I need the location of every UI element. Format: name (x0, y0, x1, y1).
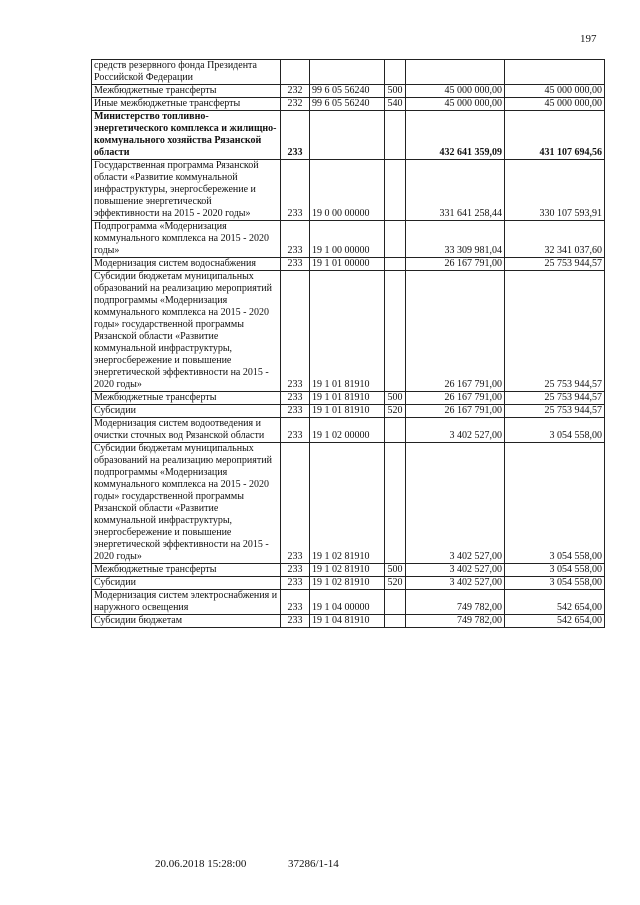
row-name-cell: Межбюджетные трансферты (92, 564, 281, 577)
row-amount-2020-cell: 3 054 558,00 (505, 418, 605, 443)
row-target-article-cell: 19 1 00 00000 (310, 221, 385, 258)
row-amount-2019-cell: 26 167 791,00 (406, 258, 505, 271)
row-amount-2020-cell: 3 054 558,00 (505, 443, 605, 564)
row-name-cell: Субсидии бюджетам муниципальных образований на реализацию мероприятий подпрограммы «Модернизация коммунального комплекса на 2015 - 2020 годы» государственной программы Рязанской области «Развитие коммунальной инфраструктуры, энергосбережение и повышение энергетической эффективности на 2015 - 2020 годы» (92, 443, 281, 564)
table-row (92, 271, 605, 392)
budget-table-body (92, 60, 605, 628)
row-name-cell: Модернизация систем водоснабжения (92, 258, 281, 271)
row-target-article-cell: 19 1 01 81910 (310, 392, 385, 405)
row-amount-2019-cell: 432 641 359,09 (406, 111, 505, 160)
row-ministry-code-cell: 233 (281, 258, 310, 271)
row-ministry-code-cell: 232 (281, 85, 310, 98)
row-ministry-code-cell: 233 (281, 615, 310, 628)
row-amount-2020-cell: 330 107 593,91 (505, 160, 605, 221)
row-name-cell: Межбюджетные трансферты (92, 392, 281, 405)
row-amount-2019-cell: 3 402 527,00 (406, 443, 505, 564)
row-name-cell: Субсидии бюджетам (92, 615, 281, 628)
row-name-cell: Модернизация систем водоотведения и очистки сточных вод Рязанской области (92, 418, 281, 443)
row-name-cell: Государственная программа Рязанской области «Развитие коммунальной инфраструктуры, энергосбережение и повышение энергетической эффективности на 2015 - 2020 годы» (92, 160, 281, 221)
row-expense-type-cell (385, 60, 406, 85)
row-name-cell: Субсидии (92, 577, 281, 590)
row-name-cell: Подпрограмма «Модернизация коммунального комплекса на 2015 - 2020 годы» (92, 221, 281, 258)
row-ministry-code-cell: 233 (281, 590, 310, 615)
row-target-article-cell (310, 111, 385, 160)
table-row (92, 577, 605, 590)
row-amount-2020-cell: 542 654,00 (505, 590, 605, 615)
row-expense-type-cell (385, 258, 406, 271)
row-amount-2020-cell: 25 753 944,57 (505, 271, 605, 392)
row-expense-type-cell (385, 111, 406, 160)
row-amount-2019-cell: 3 402 527,00 (406, 577, 505, 590)
table-row (92, 443, 605, 564)
row-amount-2020-cell: 45 000 000,00 (505, 85, 605, 98)
row-expense-type-cell (385, 590, 406, 615)
row-expense-type-cell: 540 (385, 98, 406, 111)
row-name-cell: Субсидии бюджетам муниципальных образований на реализацию мероприятий подпрограммы «Модернизация коммунального комплекса на 2015 - 2020 годы» государственной программы Рязанской области «Развитие коммунальной инфраструктуры, энергосбережение и повышение энергетической эффективности на 2015 - 2020 годы» (92, 271, 281, 392)
row-expense-type-cell (385, 418, 406, 443)
row-amount-2019-cell: 45 000 000,00 (406, 98, 505, 111)
row-expense-type-cell: 500 (385, 392, 406, 405)
row-amount-2020-cell: 25 753 944,57 (505, 392, 605, 405)
row-amount-2020-cell: 431 107 694,56 (505, 111, 605, 160)
row-amount-2019-cell (406, 60, 505, 85)
row-amount-2019-cell: 26 167 791,00 (406, 271, 505, 392)
row-expense-type-cell: 520 (385, 405, 406, 418)
table-row (92, 60, 605, 85)
row-expense-type-cell (385, 221, 406, 258)
table-row (92, 111, 605, 160)
row-target-article-cell: 19 1 02 81910 (310, 443, 385, 564)
row-target-article-cell: 19 1 01 00000 (310, 258, 385, 271)
row-target-article-cell (310, 60, 385, 85)
row-name-cell: Субсидии (92, 405, 281, 418)
row-ministry-code-cell: 233 (281, 271, 310, 392)
row-amount-2020-cell: 32 341 037,60 (505, 221, 605, 258)
row-name-cell: Министерство топливно-энергетического комплекса и жилищно-коммунального хозяйства Рязанской области (92, 111, 281, 160)
row-amount-2019-cell: 749 782,00 (406, 615, 505, 628)
row-target-article-cell: 99 6 05 56240 (310, 85, 385, 98)
row-expense-type-cell: 520 (385, 577, 406, 590)
row-amount-2019-cell: 45 000 000,00 (406, 85, 505, 98)
row-target-article-cell: 19 1 02 81910 (310, 564, 385, 577)
row-expense-type-cell (385, 615, 406, 628)
row-ministry-code-cell: 233 (281, 564, 310, 577)
row-expense-type-cell (385, 271, 406, 392)
table-row (92, 405, 605, 418)
row-amount-2020-cell: 45 000 000,00 (505, 98, 605, 111)
row-target-article-cell: 19 1 04 00000 (310, 590, 385, 615)
row-expense-type-cell (385, 443, 406, 564)
row-ministry-code-cell: 233 (281, 221, 310, 258)
page-number: 197 (580, 33, 597, 45)
table-row (92, 85, 605, 98)
row-amount-2019-cell: 3 402 527,00 (406, 418, 505, 443)
table-row (92, 590, 605, 615)
row-amount-2019-cell: 33 309 981,04 (406, 221, 505, 258)
row-target-article-cell: 19 1 01 81910 (310, 271, 385, 392)
row-ministry-code-cell: 233 (281, 443, 310, 564)
row-target-article-cell: 99 6 05 56240 (310, 98, 385, 111)
table-row (92, 615, 605, 628)
row-amount-2020-cell: 542 654,00 (505, 615, 605, 628)
footer-document-code: 37286/1-14 (288, 858, 339, 870)
row-target-article-cell: 19 1 01 81910 (310, 405, 385, 418)
row-target-article-cell: 19 1 04 81910 (310, 615, 385, 628)
row-target-article-cell: 19 0 00 00000 (310, 160, 385, 221)
row-amount-2019-cell: 26 167 791,00 (406, 392, 505, 405)
row-ministry-code-cell: 233 (281, 392, 310, 405)
row-target-article-cell: 19 1 02 00000 (310, 418, 385, 443)
row-ministry-code-cell (281, 60, 310, 85)
footer-date: 20.06.2018 15:28:00 (155, 858, 247, 870)
table-row (92, 160, 605, 221)
row-ministry-code-cell: 233 (281, 405, 310, 418)
table-row (92, 564, 605, 577)
table-row (92, 221, 605, 258)
table-row (92, 392, 605, 405)
row-target-article-cell: 19 1 02 81910 (310, 577, 385, 590)
row-name-cell: Иные межбюджетные трансферты (92, 98, 281, 111)
row-amount-2019-cell: 331 641 258,44 (406, 160, 505, 221)
row-amount-2020-cell: 3 054 558,00 (505, 564, 605, 577)
budget-table (91, 59, 605, 628)
row-expense-type-cell: 500 (385, 85, 406, 98)
row-amount-2020-cell (505, 60, 605, 85)
row-name-cell: Модернизация систем электроснабжения и наружного освещения (92, 590, 281, 615)
row-amount-2019-cell: 26 167 791,00 (406, 405, 505, 418)
row-amount-2020-cell: 25 753 944,57 (505, 258, 605, 271)
row-ministry-code-cell: 233 (281, 111, 310, 160)
row-expense-type-cell (385, 160, 406, 221)
row-ministry-code-cell: 233 (281, 577, 310, 590)
row-amount-2019-cell: 749 782,00 (406, 590, 505, 615)
row-ministry-code-cell: 232 (281, 98, 310, 111)
row-amount-2020-cell: 25 753 944,57 (505, 405, 605, 418)
row-name-cell: средств резервного фонда Президента Российской Федерации (92, 60, 281, 85)
row-expense-type-cell: 500 (385, 564, 406, 577)
row-ministry-code-cell: 233 (281, 160, 310, 221)
row-amount-2019-cell: 3 402 527,00 (406, 564, 505, 577)
row-ministry-code-cell: 233 (281, 418, 310, 443)
row-amount-2020-cell: 3 054 558,00 (505, 577, 605, 590)
table-row (92, 258, 605, 271)
row-name-cell: Межбюджетные трансферты (92, 85, 281, 98)
table-row (92, 98, 605, 111)
table-row (92, 418, 605, 443)
